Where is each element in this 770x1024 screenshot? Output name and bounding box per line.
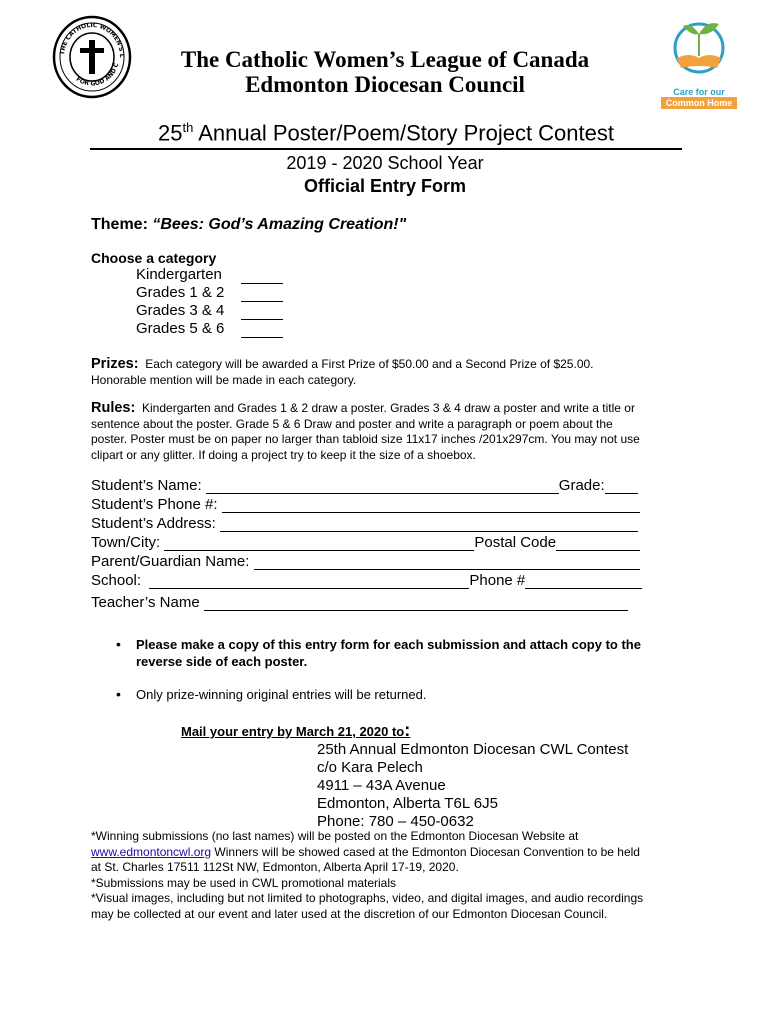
bullet-copy-instruction: Please make a copy of this entry form for each submission and attach copy to the reverse side of each poster. [136, 637, 641, 669]
student-address-row [91, 515, 638, 532]
school-input[interactable] [149, 573, 469, 589]
teacher-name-label: Teacher’s Name [91, 594, 200, 611]
prizes-section: Prizes: Each category will be awarded a First Prize of $50.00 and a Second Prize of $25.00. Honorable mention will be made in each category. [91, 356, 594, 387]
teacher-name-row [91, 594, 628, 611]
student-name-input[interactable] [206, 478, 559, 494]
postal-code-input[interactable] [556, 535, 640, 551]
postal-code-label: Postal Code [474, 534, 557, 551]
student-phone-label: Student’s Phone #: [91, 496, 218, 513]
phone-input[interactable] [525, 573, 642, 589]
category-kindergarten-blank[interactable] [241, 283, 283, 284]
address-line-3: 4911 – 43A Avenue [317, 777, 446, 794]
phone-label: Phone # [469, 572, 526, 589]
bullet-dot-2: • [116, 686, 121, 702]
school-label: School: [91, 572, 142, 589]
parent-name-label: Parent/Guardian Name: [91, 553, 250, 570]
parent-name-input[interactable] [254, 554, 640, 570]
teacher-name-input[interactable] [204, 595, 628, 611]
rules-section: Rules: Kindergarten and Grades 1 & 2 draw a poster. Grades 3 & 4 draw a poster and write a title or sentence about the poster. Grade 5 & 6 Draw and poster and write a paragraph or poem about the poster. Poster must be on paper no larger than tabloid size 11x17 inches /201x297cm. You may not use clipart or any glitter. If doing a project try to keep it the size of a shoebox. [91, 400, 640, 462]
contest-title: 25th Annual Poster/Poem/Story Project Contest [90, 120, 682, 150]
care-for-common-home-logo [655, 12, 743, 108]
form-title: Official Entry Form [303, 176, 467, 196]
organization-name: The Catholic Women’s League of Canada [180, 47, 590, 72]
bullet-dot-1: • [116, 636, 121, 652]
notes-section: *Winning submissions (no last names) will be posted on the Edmonton Diocesan Website at www.edmontoncwl.org Winners will be showed cased at the Edmonton Diocesan Convention to be held at St. Charles 17511 112St NW, Edmonton, Alberta April 17-19, 2020. *Submissions may be used in CWL promotional materials *Visual images, including but not limited to photographs, video, and digital images, and audio recordings may be collected at our event and later used at the discretion of our Edmonton Diocesan Council. [91, 829, 644, 921]
student-phone-input[interactable] [222, 497, 640, 513]
category-kindergarten: Kindergarten [136, 266, 222, 283]
student-name-row [91, 477, 638, 494]
address-line-2: c/o Kara Pelech [317, 759, 423, 776]
grade-label: Grade: [558, 477, 605, 494]
town-city-input[interactable] [164, 535, 474, 551]
parent-name-row [91, 553, 640, 570]
svg-text:FOR GOD AND CANADA: FOR GOD AND C [74, 62, 121, 88]
school-row [91, 572, 642, 589]
grade-input[interactable] [605, 478, 638, 494]
category-grades-5-6-blank[interactable] [241, 337, 283, 338]
logo-caption-top: Care for our [673, 87, 725, 97]
student-address-label: Student’s Address: [91, 515, 216, 532]
council-name: Edmonton Diocesan Council [245, 72, 525, 97]
category-grades-1-2-blank[interactable] [241, 301, 283, 302]
student-address-input[interactable] [220, 516, 638, 532]
category-grades-3-4: Grades 3 & 4 [136, 302, 225, 319]
town-city-row [91, 534, 640, 551]
category-grades-5-6: Grades 5 & 6 [136, 320, 225, 337]
address-line-4: Edmonton, Alberta T6L 6J5 [317, 795, 498, 812]
category-grades-1-2: Grades 1 & 2 [136, 284, 225, 301]
student-name-label: Student’s Name: [91, 477, 202, 494]
student-phone-row [91, 496, 640, 513]
website-link[interactable]: www.edmontoncwl.org [91, 844, 212, 859]
theme: Theme: “Bees: God’s Amazing Creation!" [91, 216, 407, 233]
category-grades-3-4-blank[interactable] [241, 319, 283, 320]
school-year: 2019 - 2020 School Year [286, 153, 484, 173]
bullet-return-notice: Only prize-winning original entries will be returned. [136, 687, 427, 702]
category-heading: Choose a category [91, 250, 217, 266]
mail-heading: Mail your entry by March 21, 2020 to: [181, 720, 411, 740]
svg-text:THE CATHOLIC WOMEN'S LEAGUE: THE CATHOLIC WOMEN'S L [59, 21, 126, 58]
address-line-1: 25th Annual Edmonton Diocesan CWL Contest [317, 741, 629, 758]
logo-caption-bottom: Common Home [661, 97, 737, 109]
address-line-5: Phone: 780 – 450-0632 [317, 813, 474, 830]
town-city-label: Town/City: [91, 534, 161, 551]
